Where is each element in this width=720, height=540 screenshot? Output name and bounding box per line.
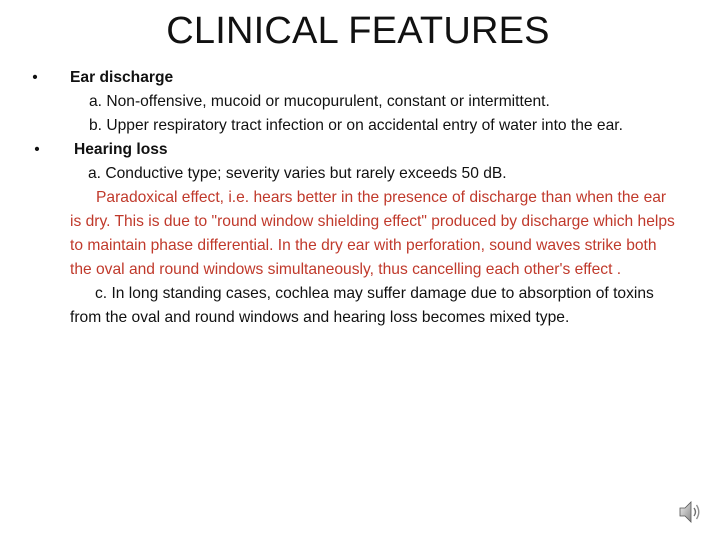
section-ear-discharge	[28, 66, 678, 90]
section-heading: Hearing loss	[74, 141, 168, 158]
sub-item-text: b. Upper respiratory tract infection or on accidental entry of water into the ear.	[89, 117, 623, 134]
section-hearing-loss	[28, 138, 678, 162]
bullet-marker: •	[32, 69, 38, 86]
sub-item	[28, 282, 678, 330]
sub-item-highlight	[28, 186, 678, 282]
slide-title: CLINICAL FEATURES	[166, 10, 550, 52]
sub-item-text: a. Conductive type; severity varies but rarely exceeds 50 dB.	[88, 165, 507, 182]
speaker-icon[interactable]	[678, 499, 702, 525]
sub-item-text: a. Non-offensive, mucoid or mucopurulent, constant or intermittent.	[89, 93, 550, 110]
section-heading: Ear discharge	[70, 69, 174, 86]
sub-item-text: Paradoxical effect, i.e. hears better in the presence of discharge than when the ear is dry. This is due to "round window shielding effect" produced by discharge which helps to maintain phase differential. In the dry ear with perforation, sound waves strike both the oval and round windows simultaneously, thus cancelling each other's effect .	[70, 189, 675, 278]
sub-item	[28, 90, 678, 114]
sub-item	[28, 162, 678, 186]
sub-item	[28, 114, 678, 138]
slide-body	[28, 66, 678, 330]
sub-item-text: c. In long standing cases, cochlea may suffer damage due to absorption of toxins from the oval and round windows and hearing loss becomes mixed type.	[70, 285, 654, 326]
bullet-marker: •	[34, 141, 40, 158]
